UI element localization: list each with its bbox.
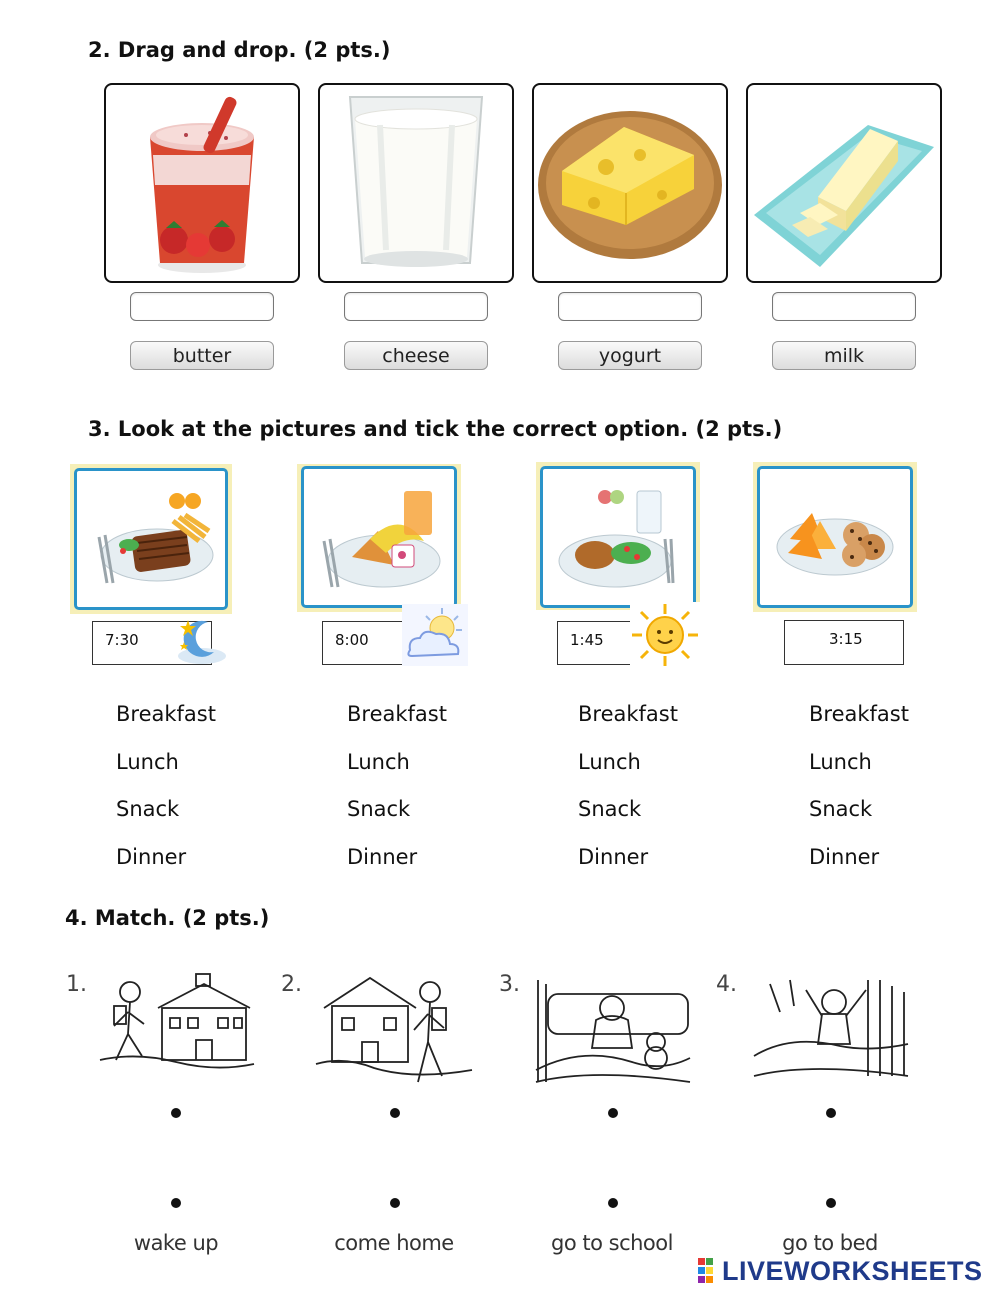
meal-picture-2 [301, 466, 457, 608]
option-snack-4[interactable]: Snack [809, 797, 873, 821]
option-lunch-1[interactable]: Lunch [116, 750, 179, 774]
meal-picture-2-frame [297, 464, 461, 612]
drop-zone-3[interactable] [558, 292, 702, 321]
time-box-2 [322, 621, 414, 665]
girl-in-bed-icon [532, 972, 692, 1090]
option-dinner-1[interactable]: Dinner [116, 845, 187, 869]
option-snack-2[interactable]: Snack [347, 797, 411, 821]
match-dot-bottom-3[interactable] [608, 1198, 618, 1208]
drop-zone-4[interactable] [772, 292, 916, 321]
match-dot-bottom-4[interactable] [826, 1198, 836, 1208]
option-breakfast-2[interactable]: Breakfast [347, 702, 447, 726]
option-lunch-4[interactable]: Lunch [809, 750, 872, 774]
section-2-heading: 2. Drag and drop. (2 pts.) [88, 38, 391, 62]
picture-cheese [532, 83, 728, 283]
strawberry-yogurt-cup-icon [106, 85, 298, 281]
draggable-word-milk[interactable]: milk [772, 341, 916, 370]
option-snack-1[interactable]: Snack [116, 797, 180, 821]
cheese-on-board-icon [534, 85, 726, 281]
boy-walking-from-house-icon [314, 972, 474, 1090]
meal-picture-3 [540, 466, 696, 608]
drop-zone-2[interactable] [344, 292, 488, 321]
steak-and-fries-plate-icon [77, 471, 225, 607]
draggable-word-cheese[interactable]: cheese [344, 341, 488, 370]
meal-picture-3-frame [536, 462, 700, 610]
match-number-2: 2. [281, 972, 302, 997]
option-lunch-2[interactable]: Lunch [347, 750, 410, 774]
section-3-heading: 3. Look at the pictures and tick the correct option. (2 pts.) [88, 417, 783, 441]
option-snack-3[interactable]: Snack [578, 797, 642, 821]
time-label-3: 1:45 [570, 631, 604, 649]
time-box-4 [784, 620, 904, 665]
option-breakfast-3[interactable]: Breakfast [578, 702, 678, 726]
time-label-4: 3:15 [829, 630, 863, 648]
match-dot-bottom-2[interactable] [390, 1198, 400, 1208]
match-dot-bottom-1[interactable] [171, 1198, 181, 1208]
meal-picture-4-frame [753, 462, 917, 612]
moon-and-stars-icon [174, 612, 230, 666]
butter-on-dish-icon [748, 85, 940, 281]
match-dot-top-4[interactable] [826, 1108, 836, 1118]
drop-zone-1[interactable] [130, 292, 274, 321]
match-dot-top-2[interactable] [390, 1108, 400, 1118]
time-label-1: 7:30 [105, 631, 139, 649]
picture-milk [318, 83, 514, 283]
match-dot-top-3[interactable] [608, 1108, 618, 1118]
meal-picture-4 [757, 466, 913, 608]
chicken-lunch-plate-icon [543, 469, 693, 605]
option-lunch-3[interactable]: Lunch [578, 750, 641, 774]
match-number-1: 1. [66, 972, 87, 997]
time-label-2: 8:00 [335, 631, 369, 649]
brand-name: LIVEWORKSHEETS [722, 1255, 983, 1286]
option-dinner-3[interactable]: Dinner [578, 845, 649, 869]
meal-picture-1 [74, 468, 228, 610]
liveworksheets-logo-icon [698, 1258, 722, 1284]
match-dot-top-1[interactable] [171, 1108, 181, 1118]
option-dinner-4[interactable]: Dinner [809, 845, 880, 869]
liveworksheets-brand [698, 1255, 996, 1287]
match-phrase-go-to-bed: go to bed [782, 1231, 878, 1255]
boy-waking-up-icon [750, 972, 910, 1090]
glass-of-milk-icon [320, 85, 512, 281]
sun-tile [630, 602, 700, 668]
orange-and-cookies-plate-icon [760, 469, 910, 605]
picture-yogurt [104, 83, 300, 283]
meal-picture-1-frame [70, 464, 232, 614]
child-walking-to-school-icon [96, 972, 256, 1084]
breakfast-plate-icon [304, 469, 454, 605]
sun-icon [630, 602, 700, 668]
match-number-3: 3. [499, 972, 520, 997]
draggable-word-butter[interactable]: butter [130, 341, 274, 370]
match-phrase-wake-up: wake up [133, 1231, 219, 1255]
draggable-word-yogurt[interactable]: yogurt [558, 341, 702, 370]
match-phrase-go-to-school: go to school [551, 1231, 673, 1255]
option-dinner-2[interactable]: Dinner [347, 845, 418, 869]
match-phrase-come-home: come home [334, 1231, 454, 1255]
option-breakfast-1[interactable]: Breakfast [116, 702, 216, 726]
picture-butter [746, 83, 942, 283]
section-4-heading: 4. Match. (2 pts.) [65, 906, 270, 930]
option-breakfast-4[interactable]: Breakfast [809, 702, 909, 726]
cloud-and-sun-tile [402, 604, 468, 666]
cloud-and-sun-icon [402, 604, 468, 666]
match-number-4: 4. [716, 972, 737, 997]
